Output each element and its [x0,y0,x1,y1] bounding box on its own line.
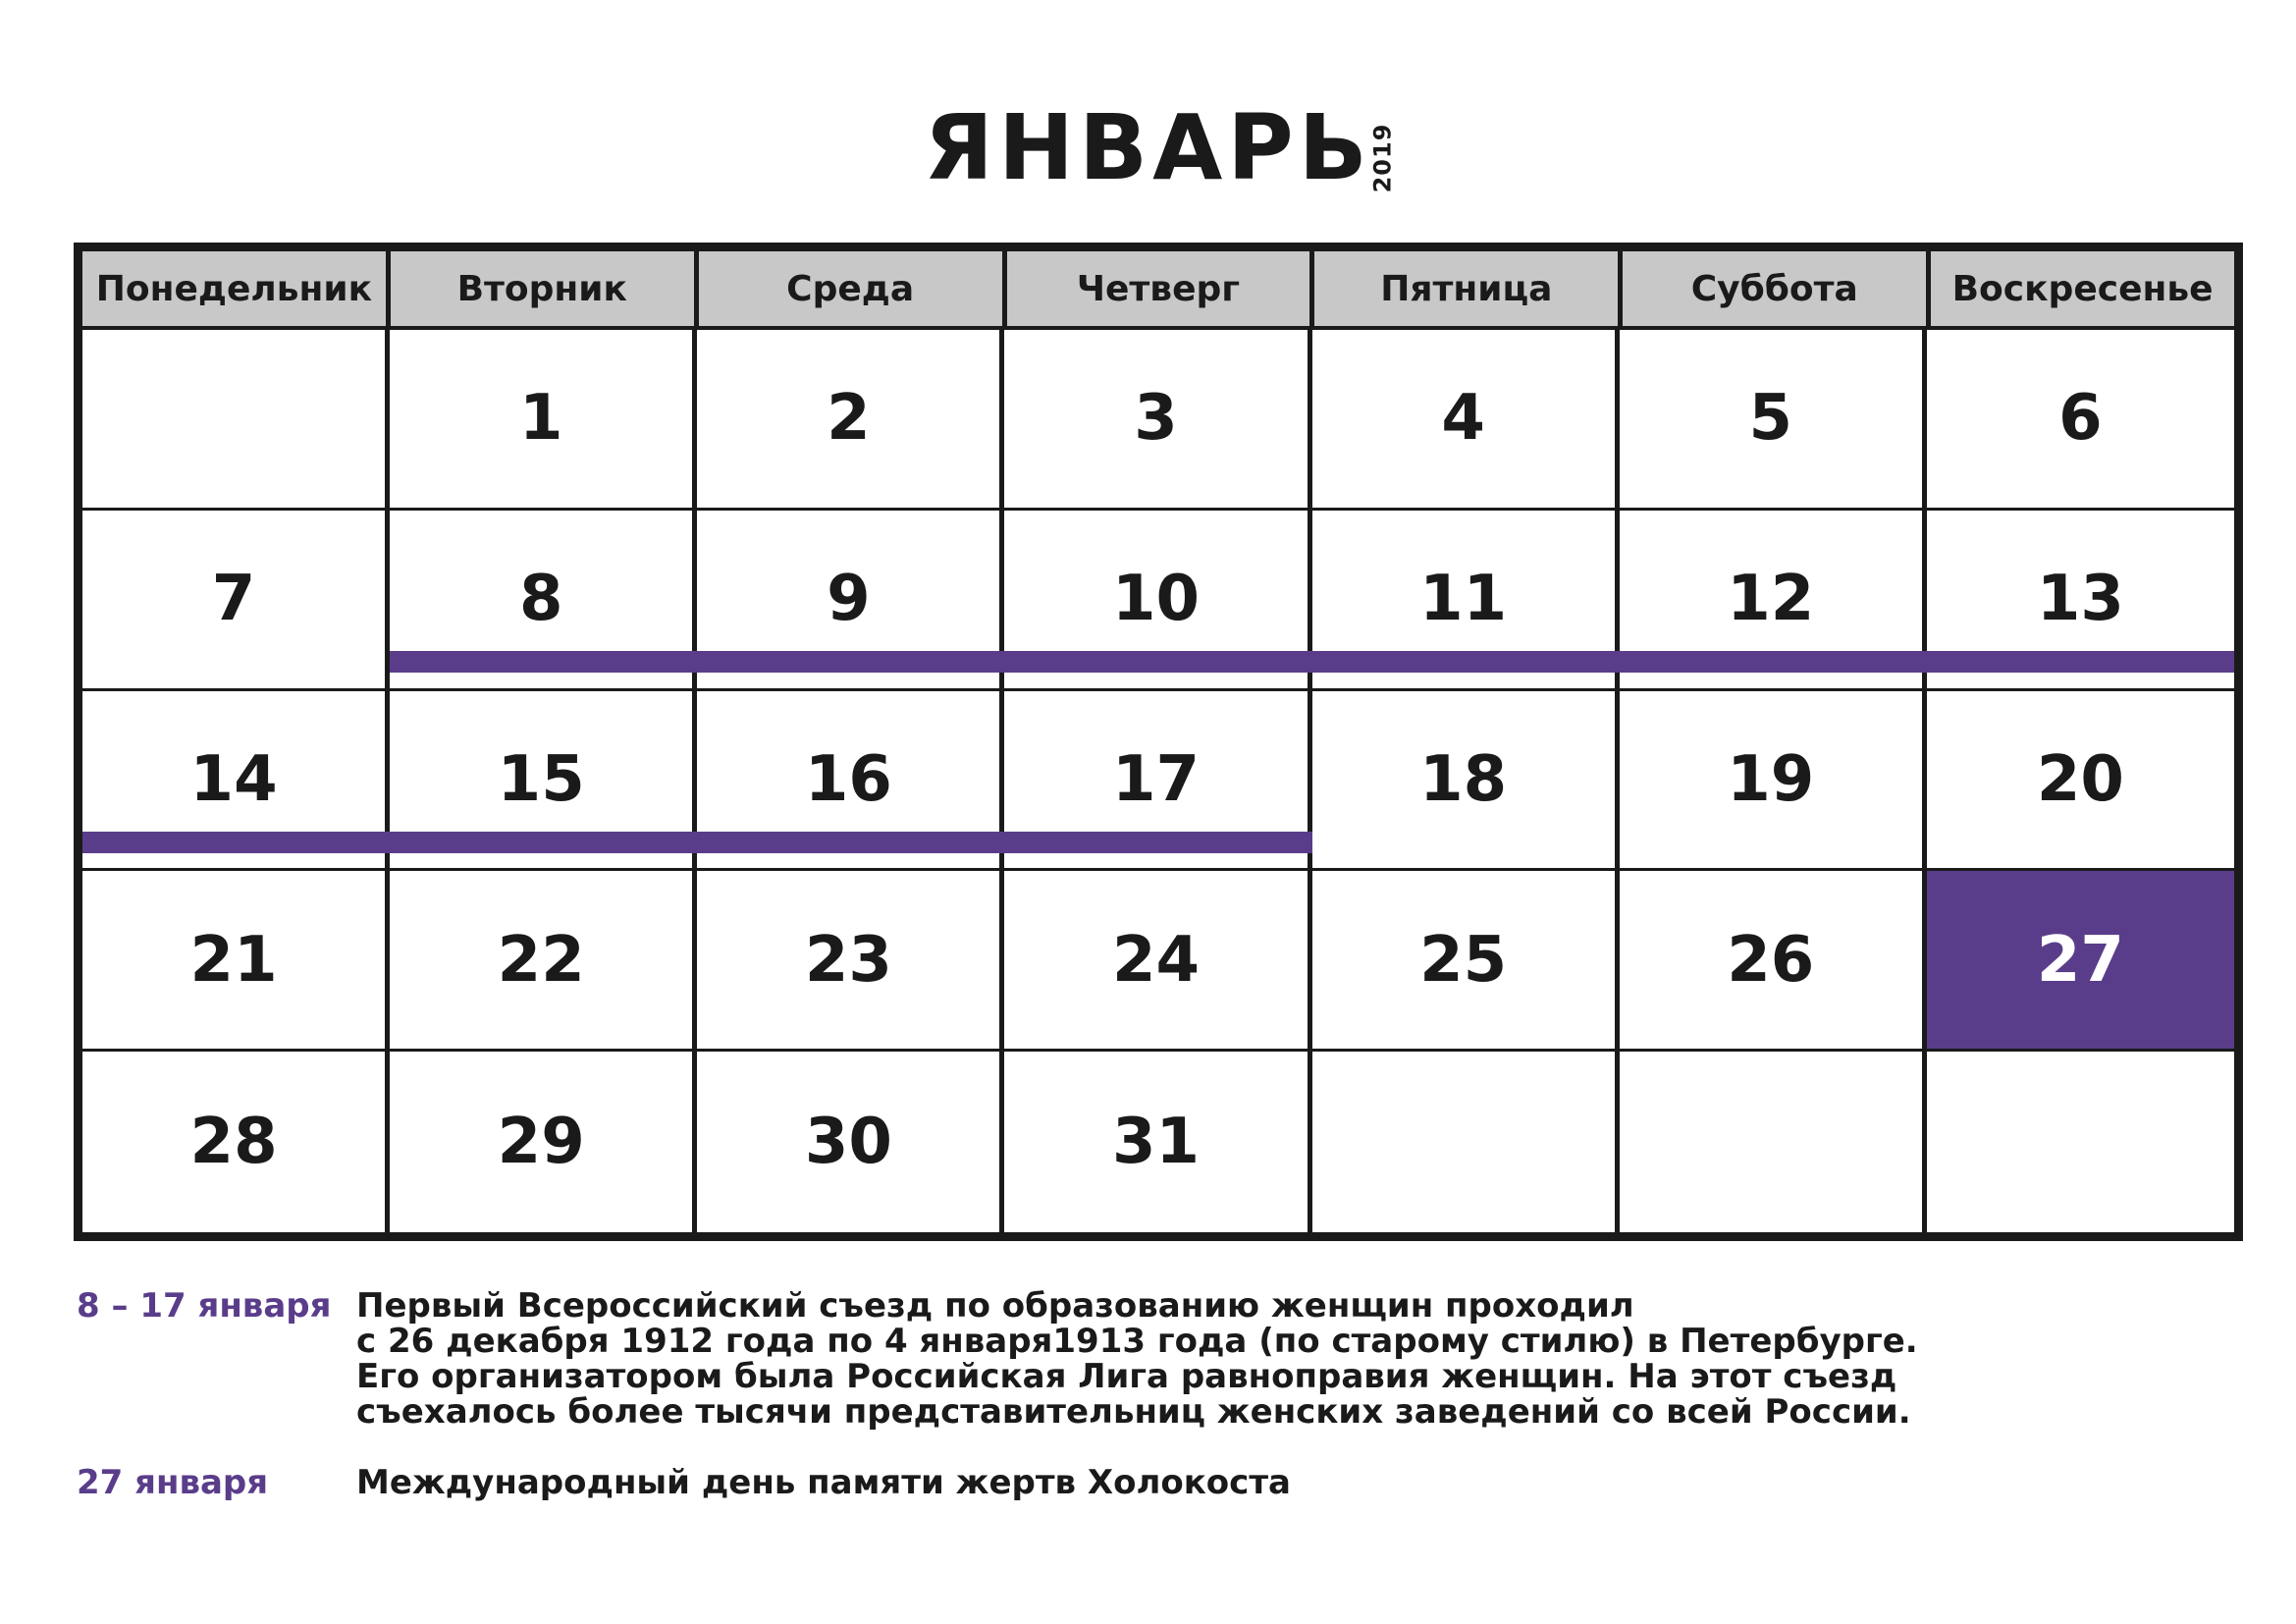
day-number: 17 [1111,742,1201,816]
day-number: 23 [804,923,892,997]
day-number: 10 [1111,563,1201,636]
day-cell-4 [1312,330,1620,511]
day-number: 31 [1111,1106,1201,1179]
days-grid [82,330,2234,1232]
day-cell-26 [1620,871,1927,1052]
day-cell-6 [1927,330,2234,511]
day-cell-25 [1312,871,1620,1052]
day-number: 16 [804,742,892,816]
day-number: 11 [1419,563,1508,636]
month-title [924,95,1397,200]
day-cell-27 [1927,871,2234,1052]
note-date: 8 – 17 января [77,1286,332,1326]
note-line: Первый Всероссийский съезд по образованию женщин проходил [356,1286,1634,1326]
day-number: 7 [211,563,256,636]
note-line: съехалось более тысячи представительниц женских заведений со всей России. [356,1392,1911,1432]
day-number: 2 [827,382,871,456]
note-holocaust-day [77,1465,2236,1500]
day-number: 30 [804,1106,892,1179]
month-name: ЯНВАРЬ [924,95,1372,200]
day-cell-31 [1004,1052,1311,1232]
weekday-thursday: Четверг [1007,251,1315,326]
event-range-bar-week2 [390,651,2234,673]
day-number: 21 [189,923,278,997]
day-number: 22 [497,923,585,997]
day-number: 5 [1748,382,1793,456]
day-number: 24 [1111,923,1201,997]
event-range-bar-week3 [82,832,1312,853]
day-cell-28 [82,1052,390,1232]
day-cell-empty [1927,1052,2234,1232]
day-cell-22 [390,871,697,1052]
day-number: 12 [1727,563,1815,636]
day-number: 25 [1419,923,1508,997]
day-number: 9 [827,563,871,636]
day-number: 20 [2036,742,2124,816]
day-cell-30 [697,1052,1004,1232]
year-label: 2019 [1368,123,1397,193]
title-area [0,95,2296,200]
day-number: 6 [2058,382,2103,456]
day-cell-21 [82,871,390,1052]
day-cell-29 [390,1052,697,1232]
weekday-wednesday: Среда [699,251,1007,326]
day-number: 4 [1441,382,1485,456]
weekday-header [82,251,2234,330]
day-cell-3 [1004,330,1311,511]
note-date: 27 января [77,1463,269,1502]
day-cell-23 [697,871,1004,1052]
calendar-grid [74,243,2243,1241]
day-cell-empty [82,330,390,511]
day-cell-18 [1312,691,1620,872]
day-cell-19 [1620,691,1927,872]
day-number: 15 [497,742,585,816]
day-cell-5 [1620,330,1927,511]
note-event-range [77,1288,2236,1430]
day-cell-1 [390,330,697,511]
day-number: 26 [1727,923,1815,997]
day-number: 19 [1727,742,1815,816]
weekday-saturday: Суббота [1623,251,1931,326]
weekday-tuesday: Вторник [391,251,699,326]
note-text [356,1465,1291,1500]
day-number: 14 [189,742,278,816]
weekday-friday: Пятница [1314,251,1623,326]
weekday-monday: Понедельник [82,251,391,326]
note-line: Международный день памяти жертв Холокоста [356,1463,1291,1502]
weekday-sunday: Воскресенье [1951,268,2214,309]
day-number: 29 [497,1106,585,1179]
notes-section [77,1288,2236,1536]
day-cell-7 [82,511,390,691]
day-number: 3 [1134,382,1178,456]
day-cell-2 [697,330,1004,511]
day-number: 27 [2036,923,2124,997]
note-line: с 26 декабря 1912 года по 4 января1913 года (по старому стилю) в Петербурге. [356,1322,1918,1361]
day-cell-24 [1004,871,1311,1052]
note-line: Его организатором была Российская Лига равноправия женщин. На этот съезд [356,1357,1897,1396]
day-number: 8 [518,563,563,636]
day-number: 1 [518,382,563,456]
day-number: 18 [1419,742,1508,816]
day-cell-empty [1620,1052,1927,1232]
day-cell-empty [1312,1052,1620,1232]
note-text [356,1288,1918,1430]
day-number: 13 [2036,563,2124,636]
day-number: 28 [189,1106,278,1179]
day-cell-20 [1927,691,2234,872]
